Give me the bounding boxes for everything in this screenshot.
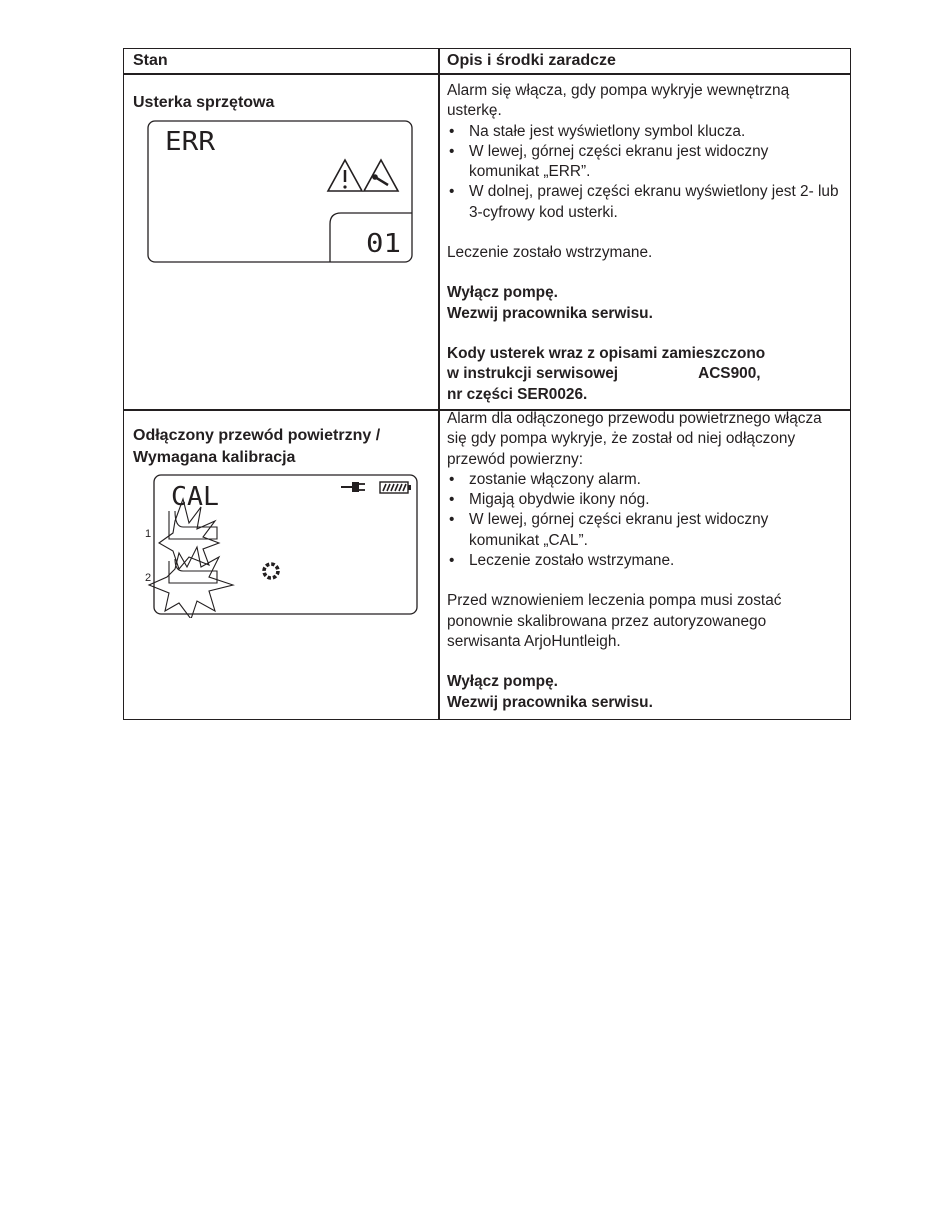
- warning-triangle-icon: [328, 160, 362, 191]
- leg-label-2: 2: [145, 572, 152, 584]
- cal-message: CAL: [171, 482, 219, 512]
- err-message: ERR: [165, 127, 216, 157]
- description-air-hose: [447, 409, 842, 713]
- list-item: • W lewej, górnej części ekranu jest widoczny komunikat „CAL”.: [447, 510, 842, 551]
- codes-model: ACS900,: [698, 365, 761, 383]
- codes-part-number: nr części SER0026.: [447, 385, 588, 403]
- condition-line: Wymagana kalibracja: [133, 449, 296, 466]
- leg-label-1: 1: [145, 528, 152, 540]
- bullet-list: [447, 122, 842, 223]
- fault-code: 01: [366, 229, 401, 259]
- intro-text: Alarm się włącza, gdy pompa wykryje wewnętrzną usterkę.: [447, 82, 790, 120]
- cal-display-screen: [139, 473, 421, 618]
- err-display-screen: [147, 120, 413, 263]
- header-stan: Stan: [133, 52, 168, 69]
- list-item: • Migają obydwie ikony nóg.: [447, 490, 842, 510]
- troubleshooting-table: [123, 48, 851, 720]
- condition-line: Odłączony przewód powietrzny /: [133, 427, 381, 444]
- column-divider: [438, 49, 440, 719]
- list-item: • Leczenie zostało wstrzymane.: [447, 551, 842, 571]
- codes-text: w instrukcji serwisowej: [447, 365, 619, 383]
- condition-air-hose: [133, 425, 380, 469]
- codes-text: Kody usterek wraz z opisami zamieszczono: [447, 344, 766, 362]
- description-hardware-fault: [447, 81, 842, 405]
- list-item: • zostanie włączony alarm.: [447, 470, 842, 490]
- wrench-icon: [364, 160, 398, 191]
- note-text: Przed wznowieniem leczenia pompa musi zostać ponownie skalibrowana przez autoryzowanego serwisanta ArjoHuntleigh.: [447, 592, 782, 650]
- bullet-list: [447, 470, 842, 571]
- intro-text: Alarm dla odłączonego przewodu powietrznego włącza się gdy pompa wykryje, że został od niej odłączony przewód powierzny:: [447, 410, 822, 468]
- plug-icon: [341, 482, 365, 492]
- note-text: Leczenie zostało wstrzymane.: [447, 244, 653, 262]
- action-turn-off: Wyłącz pompę.: [447, 673, 558, 691]
- header-opis: Opis i środki zaradcze: [447, 52, 616, 69]
- list-item: • W dolnej, prawej części ekranu wyświetlony jest 2- lub 3-cyfrowy kod usterki.: [447, 182, 842, 223]
- list-item: • Na stałe jest wyświetlony symbol klucza.: [447, 122, 842, 142]
- list-item: • W lewej, górnej części ekranu jest widoczny komunikat „ERR”.: [447, 142, 842, 183]
- condition-hardware-fault: Usterka sprzętowa: [133, 94, 275, 111]
- header-divider: [124, 73, 850, 75]
- action-call-service: Wezwij pracownika serwisu.: [447, 693, 653, 711]
- gear-icon: [264, 564, 278, 578]
- battery-icon: [380, 482, 411, 493]
- action-turn-off: Wyłącz pompę.: [447, 284, 558, 302]
- action-call-service: Wezwij pracownika serwisu.: [447, 304, 653, 322]
